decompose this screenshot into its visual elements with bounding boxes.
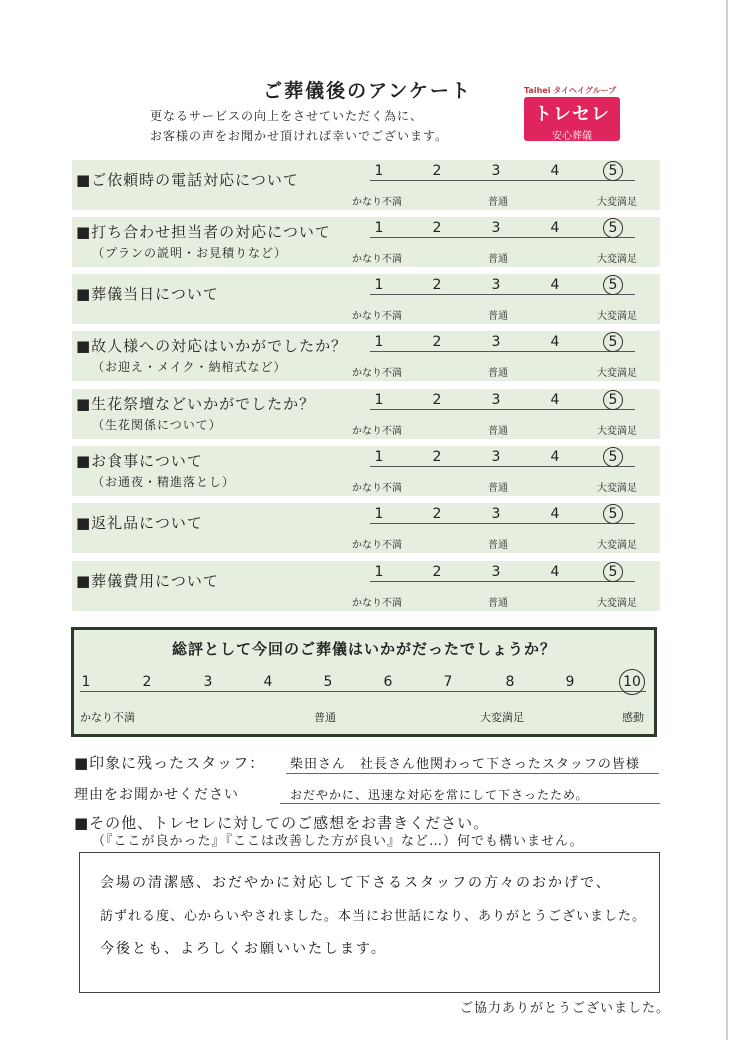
scale-line — [370, 581, 635, 582]
selected-circle — [603, 161, 623, 181]
scale-option-1[interactable]: 1 — [374, 163, 384, 179]
free-comment-line-2: 訪ずれる度、心からいやされました。本当にお世話になり、ありがとうございました。 — [100, 909, 647, 924]
scale-option-2[interactable]: 2 — [432, 506, 442, 522]
page-edge — [726, 0, 728, 1040]
question-label: ■お食事について — [76, 452, 203, 470]
scale-option-3[interactable]: 3 — [491, 564, 501, 580]
free-comment-line-3: 今後とも、よろしくお願いいたします。 — [100, 941, 387, 957]
overall-option-1[interactable]: 1 — [81, 674, 91, 690]
overall-option-10[interactable]: 10 — [623, 674, 641, 690]
scale-option-1[interactable]: 1 — [374, 564, 384, 580]
thanks-text: ご協力ありがとうございました。 — [460, 1001, 671, 1016]
scale-high-label: 大変満足 — [597, 598, 637, 609]
scale-option-1[interactable]: 1 — [374, 334, 384, 350]
overall-option-5[interactable]: 5 — [323, 674, 333, 690]
question-label: ■葬儀当日について — [76, 285, 219, 303]
scale-option-5[interactable]: 5 — [608, 220, 618, 236]
scale-option-2[interactable]: 2 — [432, 392, 442, 408]
overall-option-6[interactable]: 6 — [383, 674, 393, 690]
question-label: ■打ち合わせ担当者の対応について — [76, 223, 331, 241]
scale-mid-label: 普通 — [488, 540, 508, 551]
scale-low-label: かなり不満 — [352, 540, 402, 551]
other-instructions: （『ここが良かった』『ここは改善した方が良い』など…）何でも構いません。 — [92, 834, 584, 849]
scale-option-3[interactable]: 3 — [491, 334, 501, 350]
question-sublabel: （お迎え・メイク・納棺式など） — [92, 360, 287, 374]
scale-option-5[interactable]: 5 — [608, 449, 618, 465]
selected-circle — [603, 562, 623, 582]
scale-low-label: かなり不満 — [352, 254, 402, 265]
question-sublabel: （お通夜・精進落とし） — [92, 475, 236, 489]
scale-high-label: 大変満足 — [597, 540, 637, 551]
overall-option-9[interactable]: 9 — [565, 674, 575, 690]
logo-group-text: Taihei タイヘイグループ — [524, 86, 617, 95]
scale-option-4[interactable]: 4 — [550, 277, 560, 293]
scale-option-3[interactable]: 3 — [491, 506, 501, 522]
overall-option-2[interactable]: 2 — [142, 674, 152, 690]
other-heading: ■その他、トレセレに対してのご感想をお書きください。 — [74, 814, 490, 832]
reason-label: 理由をお聞かせください — [74, 787, 239, 803]
scale-option-2[interactable]: 2 — [432, 334, 442, 350]
overall-option-7[interactable]: 7 — [443, 674, 453, 690]
scale-mid-label: 普通 — [488, 598, 508, 609]
scale-option-4[interactable]: 4 — [550, 564, 560, 580]
staff-underline — [286, 773, 659, 774]
scale-option-5[interactable]: 5 — [608, 277, 618, 293]
scale-option-4[interactable]: 4 — [550, 163, 560, 179]
scale-option-5[interactable]: 5 — [608, 506, 618, 522]
scale-line — [370, 409, 635, 410]
scale-low-label: かなり不満 — [352, 311, 402, 322]
scale-option-3[interactable]: 3 — [491, 277, 501, 293]
scale-low-label: かなり不満 — [352, 368, 402, 379]
scale-line — [370, 294, 635, 295]
scale-option-2[interactable]: 2 — [432, 449, 442, 465]
scale-high-label: 大変満足 — [597, 483, 637, 494]
overall-label-mid: 普通 — [314, 711, 336, 724]
question-label: ■故人様への対応はいかがでしたか？ — [76, 337, 348, 355]
scale-mid-label: 普通 — [488, 426, 508, 437]
scale-mid-label: 普通 — [488, 311, 508, 322]
scale-option-5[interactable]: 5 — [608, 392, 618, 408]
scale-option-5[interactable]: 5 — [608, 334, 618, 350]
scale-option-3[interactable]: 3 — [491, 449, 501, 465]
scale-mid-label: 普通 — [488, 197, 508, 208]
scale-option-5[interactable]: 5 — [608, 564, 618, 580]
overall-label-high: 大変満足 — [480, 711, 524, 724]
scale-option-3[interactable]: 3 — [491, 220, 501, 236]
scale-option-3[interactable]: 3 — [491, 392, 501, 408]
scale-option-1[interactable]: 1 — [374, 449, 384, 465]
page-title: ご葬儀後のアンケート — [263, 80, 472, 102]
question-label: ■ご依頼時の電話対応について — [76, 171, 299, 189]
scale-option-1[interactable]: 1 — [374, 220, 384, 236]
scale-high-label: 大変満足 — [597, 254, 637, 265]
scale-high-label: 大変満足 — [597, 197, 637, 208]
logo-main-text: トレセレ — [534, 104, 610, 125]
scale-high-label: 大変満足 — [597, 311, 637, 322]
scale-option-1[interactable]: 1 — [374, 506, 384, 522]
overall-option-3[interactable]: 3 — [203, 674, 213, 690]
brand-logo — [524, 97, 620, 141]
staff-label: ■印象に残ったスタッフ： — [74, 754, 266, 772]
selected-circle — [603, 332, 623, 352]
staff-answer[interactable]: 柴田さん 社長さん他関わって下さったスタッフの皆様 — [290, 757, 640, 772]
question-label: ■葬儀費用について — [76, 572, 219, 590]
selected-circle — [603, 218, 623, 238]
scale-mid-label: 普通 — [488, 254, 508, 265]
scale-option-5[interactable]: 5 — [608, 163, 618, 179]
selected-circle — [603, 275, 623, 295]
question-label: ■生花祭壇などいかがでしたか？ — [76, 395, 316, 413]
scale-option-3[interactable]: 3 — [491, 163, 501, 179]
scale-option-4[interactable]: 4 — [550, 506, 560, 522]
reason-answer[interactable]: おだやかに、迅速な対応を常にして下さったため。 — [290, 788, 589, 802]
scale-option-2[interactable]: 2 — [432, 220, 442, 236]
scale-option-1[interactable]: 1 — [374, 277, 384, 293]
scale-high-label: 大変満足 — [597, 368, 637, 379]
subtitle-line-1: 更なるサービスの向上をさせていただく為に、 — [150, 109, 424, 123]
scale-option-2[interactable]: 2 — [432, 163, 442, 179]
reason-underline — [280, 803, 660, 804]
scale-option-1[interactable]: 1 — [374, 392, 384, 408]
scale-low-label: かなり不満 — [352, 598, 402, 609]
scale-low-label: かなり不満 — [352, 197, 402, 208]
scale-option-4[interactable]: 4 — [550, 334, 560, 350]
scale-option-2[interactable]: 2 — [432, 277, 442, 293]
overall-option-4[interactable]: 4 — [263, 674, 273, 690]
overall-title: 総評として今回のご葬儀はいかがだったでしょうか？ — [171, 640, 556, 658]
scale-line — [370, 466, 635, 467]
question-sublabel: （生花関係について） — [92, 418, 222, 432]
scale-low-label: かなり不満 — [352, 426, 402, 437]
scale-low-label: かなり不満 — [352, 483, 402, 494]
scale-line — [370, 523, 635, 524]
scale-option-2[interactable]: 2 — [432, 564, 442, 580]
scale-mid-label: 普通 — [488, 368, 508, 379]
subtitle-line-2: お客様の声をお聞かせ頂ければ幸いでございます。 — [150, 129, 449, 143]
scale-line — [370, 237, 635, 238]
overall-scale-line — [80, 691, 646, 692]
logo-sub-text: 安心葬儀 — [552, 131, 592, 142]
overall-label-top: 感動 — [622, 711, 644, 724]
overall-option-8[interactable]: 8 — [505, 674, 515, 690]
question-label: ■返礼品について — [76, 514, 203, 532]
scale-option-4[interactable]: 4 — [550, 392, 560, 408]
scale-line — [370, 180, 635, 181]
selected-circle — [603, 447, 623, 467]
scale-line — [370, 351, 635, 352]
overall-selected-circle — [619, 669, 645, 695]
overall-label-low: かなり不満 — [80, 711, 135, 724]
scale-high-label: 大変満足 — [597, 426, 637, 437]
scale-option-4[interactable]: 4 — [550, 220, 560, 236]
scale-mid-label: 普通 — [488, 483, 508, 494]
free-comment-line-1: 会場の清潔感、おだやかに対応して下さるスタッフの方々のおかげで、 — [100, 875, 612, 891]
scale-option-4[interactable]: 4 — [550, 449, 560, 465]
selected-circle — [603, 504, 623, 524]
question-sublabel: （プランの説明・お見積りなど） — [92, 246, 288, 260]
selected-circle — [603, 390, 623, 410]
